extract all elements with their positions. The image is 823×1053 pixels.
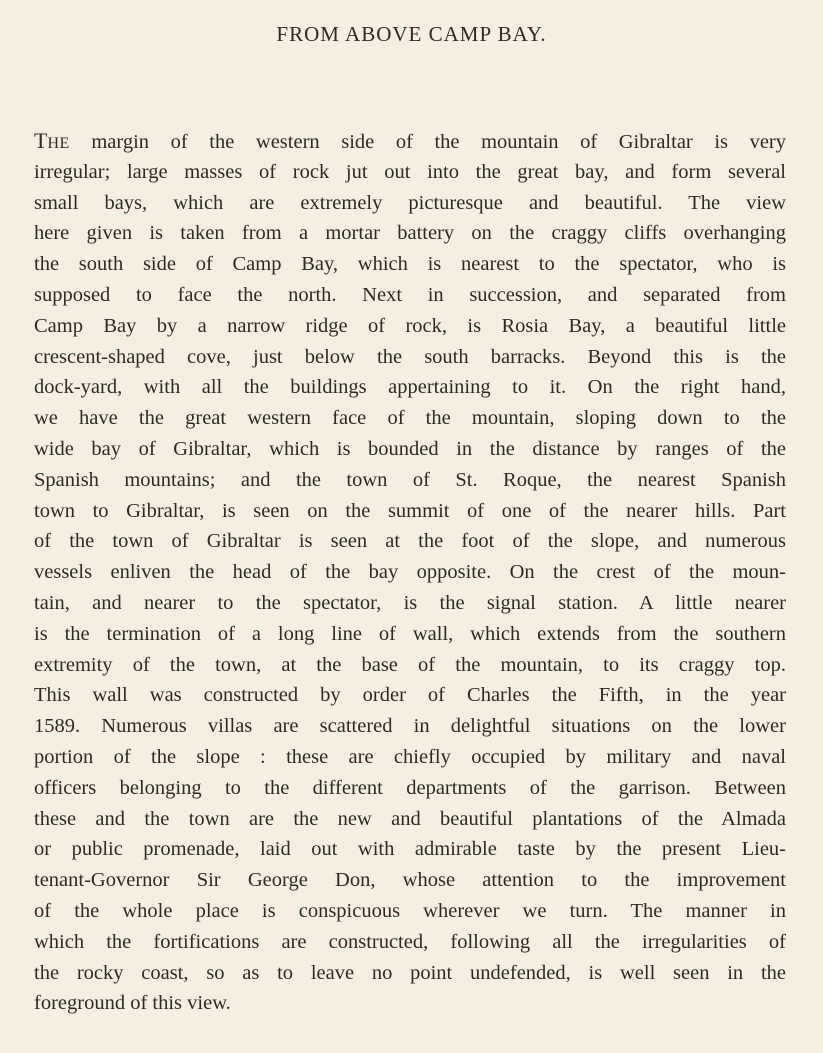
lead-smallcaps: HE bbox=[47, 135, 70, 152]
text-line: Camp Bay by a narrow ridge of rock, is Rosia Bay, a beautiful little bbox=[34, 314, 786, 337]
text-line: is the termination of a long line of wall, which extends from the southern bbox=[34, 622, 786, 645]
text-line: wide bay of Gibraltar, which is bounded in the distance by ranges of the bbox=[34, 437, 786, 460]
page-title: FROM ABOVE CAMP BAY. bbox=[276, 22, 547, 46]
lead-initial: T bbox=[34, 128, 48, 153]
text-line: Spanish mountains; and the town of St. Roque, the nearest Spanish bbox=[34, 468, 786, 491]
text-line: of the town of Gibraltar is seen at the foot of the slope, and numerous bbox=[34, 530, 786, 553]
text-line: crescent-shaped cove, just below the south barracks. Beyond this is the bbox=[34, 345, 786, 368]
text-line: these and the town are the new and beautiful plantations of the Almada bbox=[34, 807, 786, 830]
text-line: tain, and nearer to the spectator, is the signal station. A little nearer bbox=[34, 591, 786, 614]
text-line: the rocky coast, so as to leave no point undefended, is well seen in the bbox=[34, 961, 786, 984]
text-line: we have the great western face of the mountain, sloping down to the bbox=[34, 407, 786, 430]
text-line: tenant-Governor Sir George Don, whose attention to the improvement bbox=[34, 869, 786, 892]
text-line: dock-yard, with all the buildings appertaining to it. On the right hand, bbox=[34, 376, 786, 399]
text-line: town to Gibraltar, is seen on the summit of one of the nearer hills. Part bbox=[34, 499, 786, 522]
text-line: the south side of Camp Bay, which is nearest to the spectator, who is bbox=[34, 253, 786, 276]
text-line: officers belonging to the different departments of the garrison. Between bbox=[34, 776, 786, 799]
text-line: 1589. Numerous villas are scattered in delightful situations on the lower bbox=[34, 715, 786, 738]
text-line-1 bbox=[34, 126, 786, 157]
text-line-1-rest: margin of the western side of the mountain of Gibraltar is very bbox=[69, 131, 786, 153]
text-line: vessels enliven the head of the bay opposite. On the crest of the moun- bbox=[34, 561, 786, 584]
text-line: extremity of the town, at the base of the mountain, to its craggy top. bbox=[34, 653, 786, 676]
text-line: here given is taken from a mortar battery on the craggy cliffs overhanging bbox=[34, 222, 786, 245]
text-line: supposed to face the north. Next in succession, and separated from bbox=[34, 283, 786, 306]
text-line: of the whole place is conspicuous wherever we turn. The manner in bbox=[34, 899, 786, 922]
text-line: which the fortifications are constructed, following all the irregularities of bbox=[34, 930, 786, 953]
text-line: small bays, which are extremely picturesque and beautiful. The view bbox=[34, 191, 786, 214]
text-line: irregular; large masses of rock jut out into the great bay, and form several bbox=[34, 160, 786, 183]
text-line-last: foreground of this view. bbox=[34, 992, 231, 1015]
text-line: This wall was constructed by order of Charles the Fifth, in the year bbox=[34, 684, 786, 707]
text-line: or public promenade, laid out with admirable taste by the present Lieu- bbox=[34, 838, 786, 861]
text-line: portion of the slope : these are chiefly occupied by military and naval bbox=[34, 745, 786, 768]
body-paragraph bbox=[34, 126, 786, 1019]
